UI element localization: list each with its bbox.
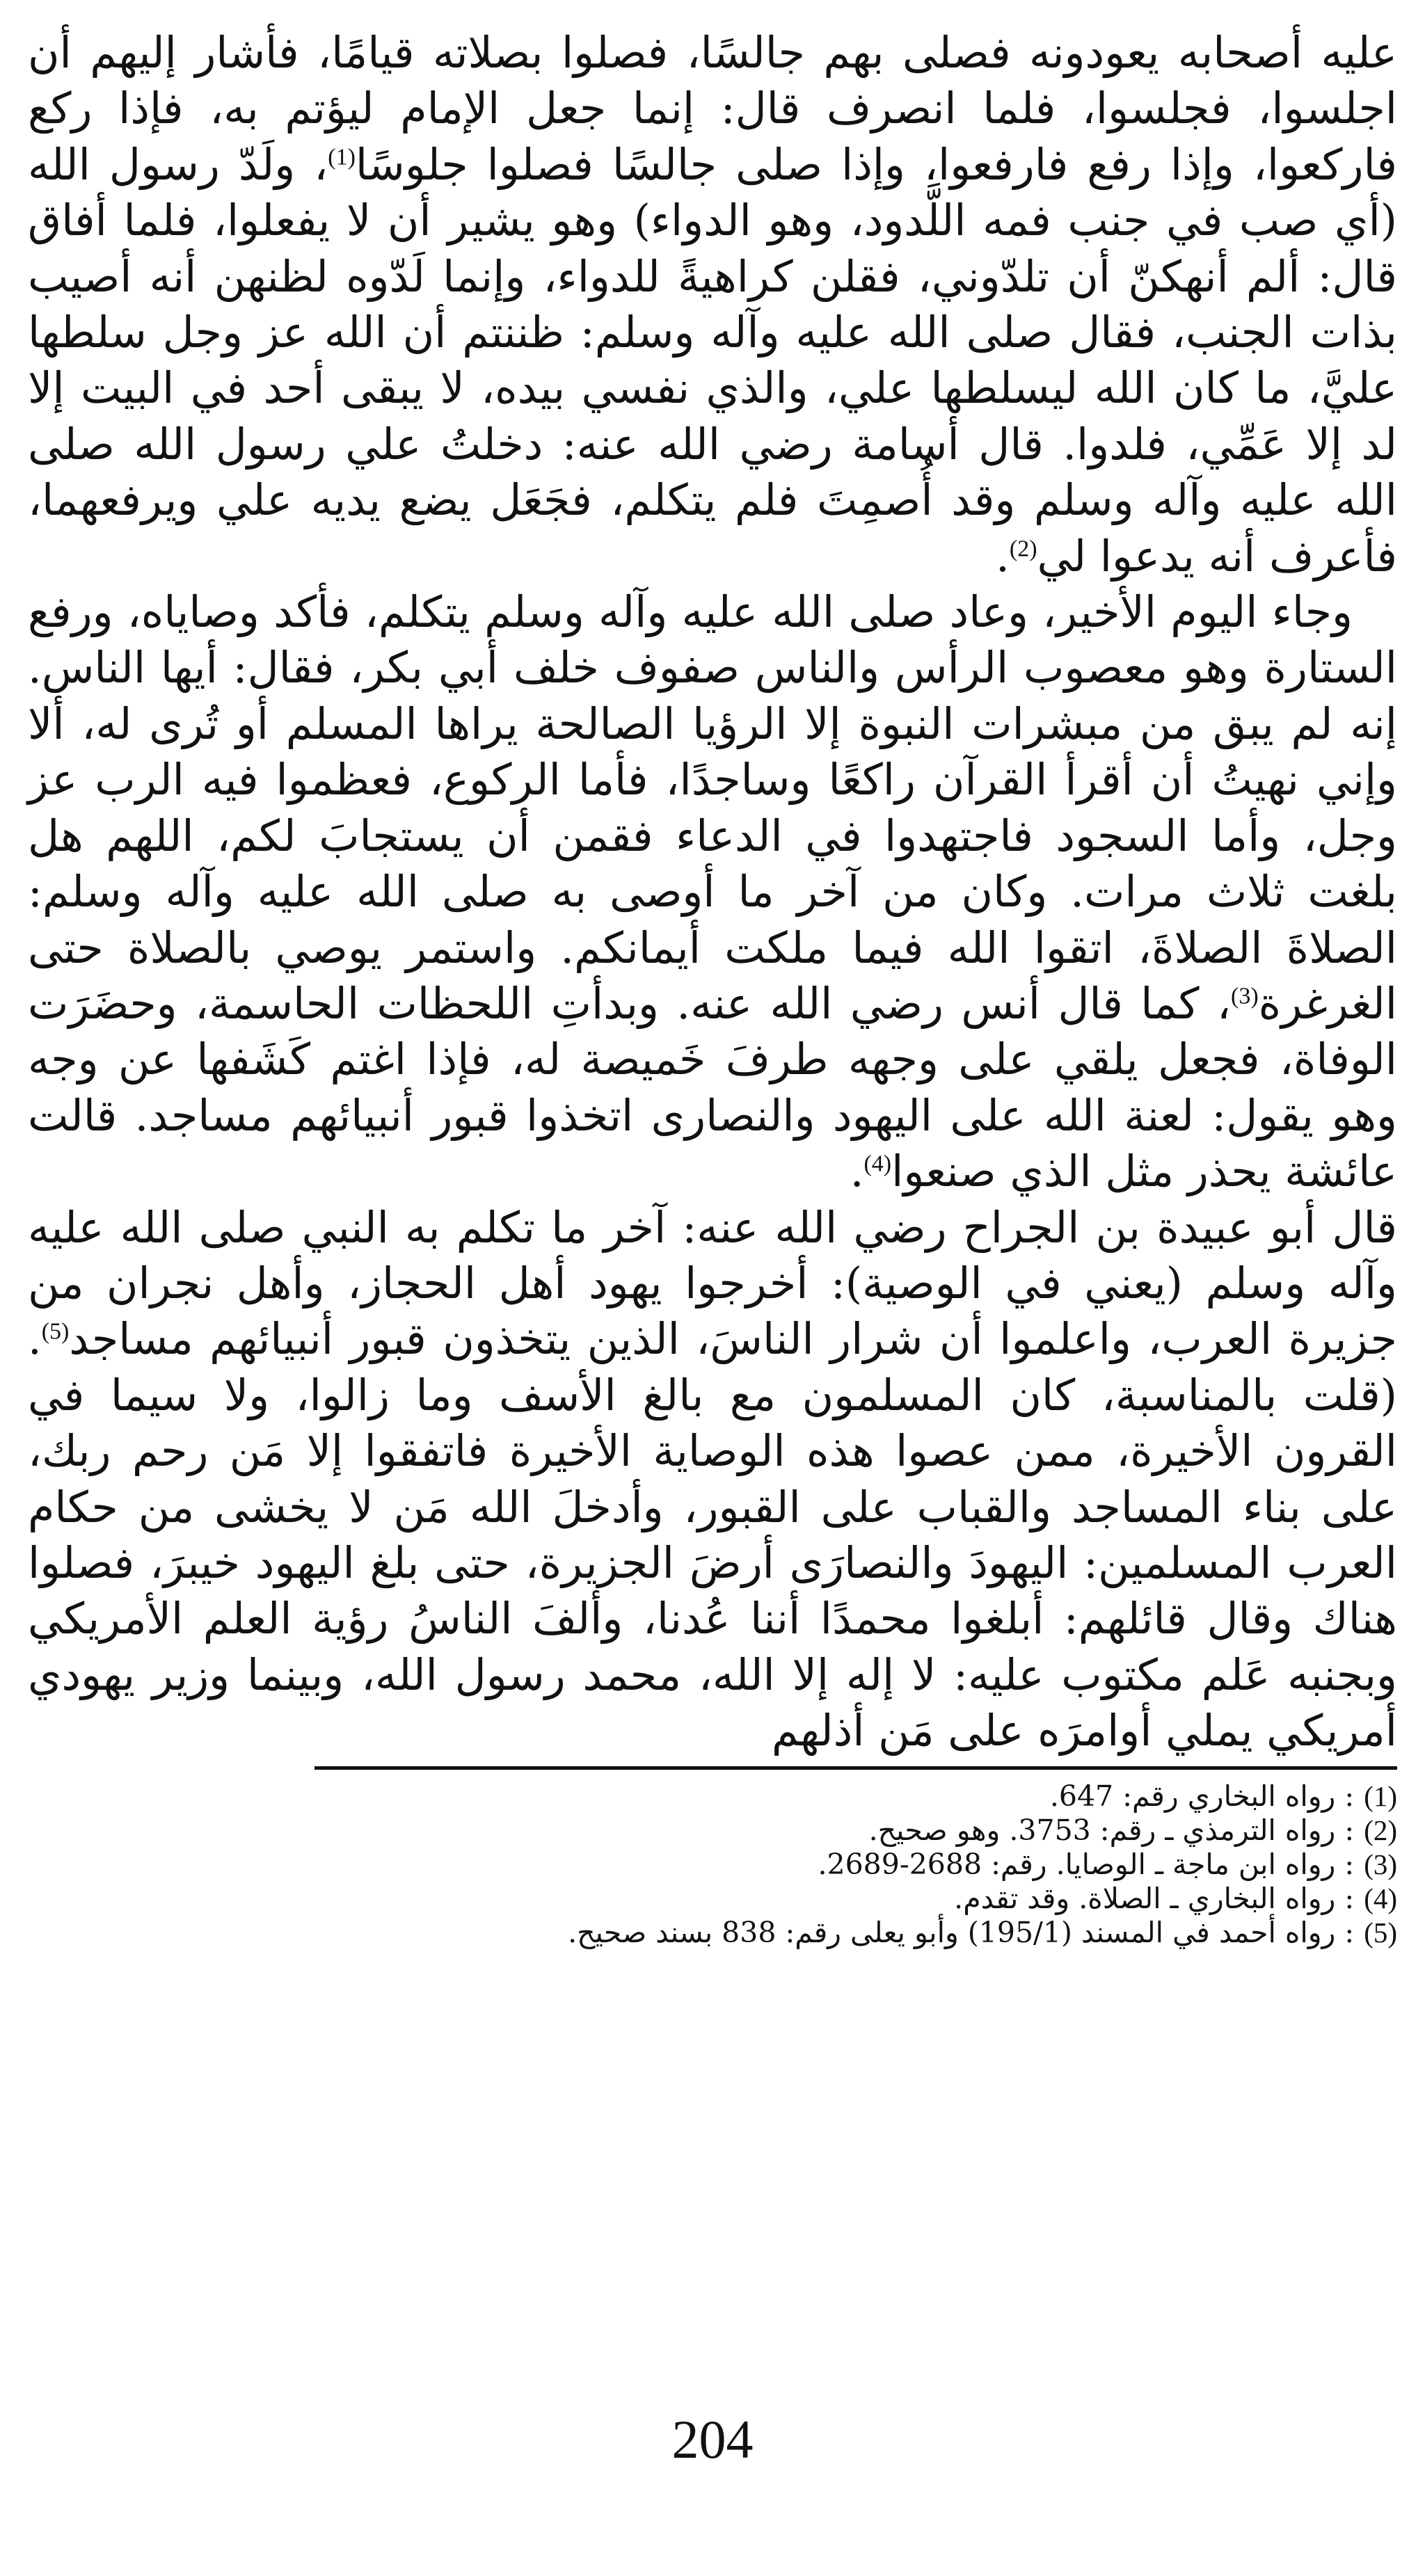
paragraph-3-text-1: قال أبو عبيدة بن الجراح رضي الله عنه: آخر ما تكلم به النبي صلى الله عليه وآله وسلم (يعني في الوصية): أخرجوا يهود أهل الحجاز، وأهل نجران من جزيرة العرب، واعلموا أن شرار الناسَ، الذين يتخذون قبور أنبيائهم مساجد xyxy=(28,1201,1397,1365)
footnote-text: : رواه أحمد في المسند (195/1) وأبو يعلى رقم: 838 بسند صحيح. xyxy=(568,1915,1355,1949)
footnote-number: (1) xyxy=(1364,1779,1397,1812)
footnote-separator xyxy=(315,1766,1397,1770)
footnote-4 xyxy=(28,1882,1397,1916)
footnote-reference-3[interactable]: (3) xyxy=(1230,983,1259,1009)
footnotes xyxy=(28,1779,1397,1950)
footnote-text: : رواه ابن ماجة ـ الوصايا. رقم: 2688-2689. xyxy=(818,1847,1355,1881)
footnote-reference-5[interactable]: (5) xyxy=(41,1318,70,1345)
footnote-text: : رواه الترمذي ـ رقم: 3753. وهو صحيح. xyxy=(868,1813,1355,1847)
footnote-number: (5) xyxy=(1364,1916,1397,1949)
book-page xyxy=(28,25,1397,1950)
footnote-3 xyxy=(28,1848,1397,1882)
paragraph-3-text-2: . (قلت بالمناسبة، كان المسلمون مع بالغ الأسف وما زالوا، ولا سيما في القرون الأخيرة، ممن عصوا هذه الوصاية الأخيرة فاتفقوا إلا مَن رحم ربك، على بناء المساجد والقباب على القبور، وأدخلَ الله مَن لا يخشى من حكام العرب المسلمين: اليهودَ والنصارَى أرضَ الجزيرة، حتى بلغ اليهود خيبرَ، فصلوا هناك وقال قائلهم: أبلغوا محمدًا أننا عُدنا، وألفَ الناسُ رؤية العلم الأمريكي وبجنبه عَلم مكتوب عليه: لا إله إلا الله، محمد رسول الله، وبينما وزير يهودي أمريكي يملي أوامرَه على مَن أذلهم xyxy=(28,1313,1398,1757)
footnote-reference-4[interactable]: (4) xyxy=(863,1151,892,1177)
footnote-text: : رواه البخاري ـ الصلاة. وقد تقدم. xyxy=(954,1881,1355,1915)
footnote-reference-2[interactable]: (2) xyxy=(1009,536,1037,561)
paragraph-3 xyxy=(28,1200,1397,1759)
paragraph-2-text-2: ، كما قال أنس رضي الله عنه. وبدأتِ اللحظات الحاسمة، وحضَرَت الوفاة، فجعل يلقي على وجهه طرفَ خَميصة له، فإذا اغتم كَشَفها عن وجه وهو يقول: لعنة الله على اليهود والنصارى اتخذوا قبور أنبيائهم مساجد. قالت عائشة يحذر مثل الذي صنعوا xyxy=(28,977,1397,1197)
footnote-reference-1[interactable]: (1) xyxy=(328,144,356,170)
footnote-5 xyxy=(28,1916,1397,1950)
footnote-number: (3) xyxy=(1364,1848,1397,1880)
footnote-number: (4) xyxy=(1364,1882,1397,1914)
paragraph-1-text-1: عليه أصحابه يعودونه فصلى بهم جالسًا، فصلوا بصلاته قيامًا، فأشار إليهم أن اجلسوا، فجلسوا، فلما انصرف قال: إنما جعل الإمام ليؤتم به، فإذا ركع فاركعوا، وإذا رفع فارفعوا، وإذا صلى جالسًا فصلوا جلوسًا xyxy=(28,27,1398,190)
paragraph-1 xyxy=(28,25,1397,584)
paragraph-1-text-2: ، ولَدّ رسول الله (أي صب في جنب فمه اللَّدود، وهو الدواء) وهو يشير أن لا يفعلوا، فلما أفاق قال: ألم أنهكنّ أن تلدّوني، فقلن كراهيةً للدواء، وإنما لَدّوه لظنهن أنه أصيب بذات الجنب، فقال صلى الله عليه وآله وسلم: ظننتم أن الله عز وجل سلطها عليَّ، ما كان الله ليسلطها علي، والذي نفسي بيده، لا يبقى أحد في البيت إلا لد إلا عَمِّي، فلدوا. قال أسامة رضي الله عنه: دخلتُ علي رسول الله صلى الله عليه وآله وسلم وقد أُصمِتَ فلم يتكلم، فجَعَل يضع يديه علي ويرفعهما، فأعرف أنه يدعوا لي xyxy=(28,138,1397,582)
paragraph-1-text-3: . xyxy=(996,530,1010,582)
page-number: 204 xyxy=(671,2409,754,2470)
paragraph-2-text-1: وجاء اليوم الأخير، وعاد صلى الله عليه وآله وسلم يتكلم، فأكد وصاياه، ورفع الستارة وهو معصوب الرأس والناس صفوف خلف أبي بكر، فقال: أيها الناس. إنه لم يبق من مبشرات النبوة إلا الرؤيا الصالحة يراها المسلم أو تُرى له، ألا وإني نهيتُ أن أقرأ القرآن راكعًا وساجدًا، فأما الركوع، فعظموا فيه الرب عز وجل، وأما السجود فاجتهدوا في الدعاء فقمن أن يستجابَ لكم، اللهم هل بلغت ثلاث مرات. وكان من آخر ما أوصى به صلى الله عليه وآله وسلم: الصلاةَ الصلاةَ، اتقوا الله فيما ملكت أيمانكم. واستمر يوصي بالصلاة حتى الغرغرة xyxy=(28,586,1397,1029)
paragraph-2-text-3: . xyxy=(850,1146,864,1197)
footnote-1 xyxy=(28,1779,1397,1814)
footnote-text: : رواه البخاري رقم: 647. xyxy=(1049,1779,1355,1813)
paragraph-2 xyxy=(28,584,1397,1199)
footnote-2 xyxy=(28,1814,1397,1848)
main-text xyxy=(28,25,1397,1759)
footnote-number: (2) xyxy=(1364,1814,1397,1846)
